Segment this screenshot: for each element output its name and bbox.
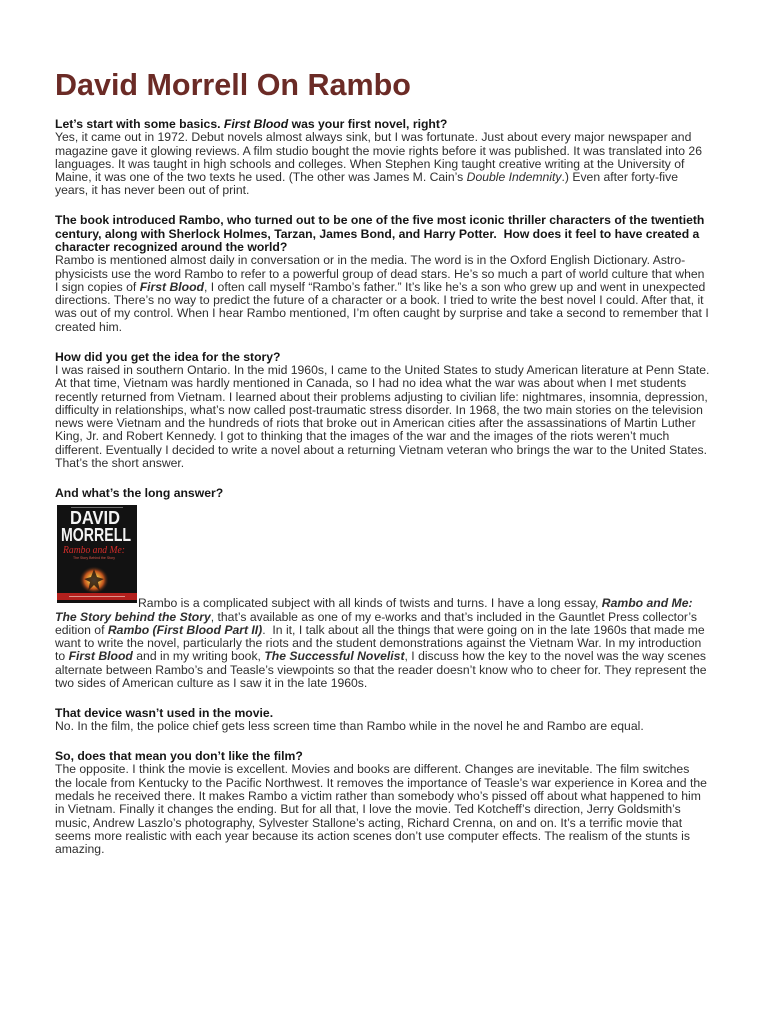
answer-text: magazine gave it glowing reviews. A film studio bought the movie rights before it was published. It was translated into 26 bbox=[55, 143, 702, 158]
answer-line bbox=[55, 817, 755, 830]
answer-text: At that time, Vietnam was hardly mentioned in Canada, so I had no idea what the war was about when I met students bbox=[55, 376, 687, 391]
answer-line bbox=[55, 294, 755, 307]
emphasized-title: Rambo and Me: bbox=[601, 596, 693, 611]
answer-text: , I discuss how the key to the novel was the way scenes bbox=[404, 649, 706, 664]
emphasized-title: Double Indemnity bbox=[466, 170, 562, 185]
question-text: That device wasn’t used in the movie. bbox=[55, 705, 274, 720]
answer-line bbox=[55, 254, 755, 267]
answer-text: , that’s available as one of my e-works and that’s included in the Gauntlet Press collector’s bbox=[210, 609, 697, 624]
answer-text: medals he received there. It makes Rambo a victim rather than somebody who’s pissed off about what happened to him bbox=[55, 788, 701, 803]
answer-line bbox=[55, 281, 755, 294]
answer-text: the locale from Kentucky to the Pacific Northwest. It removes the importance of Teasle’s war experience in Korea and the bbox=[55, 775, 707, 790]
answer-text: seems more realistic with each year because its action scenes don’t use computer effects. The realism of the stunts is bbox=[55, 828, 690, 843]
answer-text: and in my writing book, bbox=[132, 649, 265, 664]
answer-line bbox=[55, 720, 755, 733]
question-line bbox=[55, 487, 755, 500]
answer-line bbox=[55, 268, 755, 281]
question-text: And what’s the long answer? bbox=[55, 485, 224, 500]
answer-line bbox=[55, 417, 755, 430]
answer-line bbox=[55, 444, 755, 457]
question-text: How did you get the idea for the story? bbox=[55, 349, 281, 364]
qa-block bbox=[55, 707, 755, 734]
answer-text: I sign copies of bbox=[55, 279, 140, 294]
answer-text: in Vietnam. Finally it changes the ending. But for all that, I love the movie. Ted Kotcheff’s direction, Jerry Goldsmith’s bbox=[55, 802, 681, 817]
emphasized-title: First Blood bbox=[68, 649, 133, 664]
answer-text: Yes, it came out in 1972. Debut novels almost always sink, but I was fortunate. Just about every major newspaper and bbox=[55, 130, 692, 145]
answer-text: King, Jr. and Robert Kennedy. I got to thinking that the images of the war and the images of the riots weren’t much bbox=[55, 429, 670, 444]
answer-line bbox=[55, 307, 755, 320]
answer-line bbox=[55, 377, 755, 390]
answer-line bbox=[55, 364, 755, 377]
answer-text: That’s the short answer. bbox=[55, 456, 185, 471]
answer-text: alternate between Rambo’s and Teasle’s viewpoints so that the reader doesn’t know who to cheer for. They represent the bbox=[55, 662, 707, 677]
question-line bbox=[55, 214, 755, 227]
answer-line bbox=[55, 145, 755, 158]
qa-block bbox=[55, 351, 755, 471]
answer-line bbox=[55, 457, 755, 470]
emphasized-title: First Blood bbox=[139, 279, 205, 294]
emphasized-title: First Blood bbox=[223, 117, 289, 131]
answer-text: .) Even after forty-five bbox=[561, 170, 678, 185]
qa-block bbox=[55, 750, 755, 856]
answer-text: Rambo is mentioned almost daily in conversation or in the media. The word is in the Oxford English Dictionary. Astro- bbox=[55, 253, 686, 268]
page-title: David Morrell On Rambo bbox=[55, 68, 411, 102]
answer-text: different. Eventually I decided to write a novel about a returning Vietnam veteran who brings the war to the United States. bbox=[55, 442, 707, 457]
answer-text: recently returned from Vietnam. I learned about their problems adjusting to civilian life: nightmares, insomnia, depression, bbox=[55, 389, 708, 404]
answer-text: I was raised in southern Ontario. In the mid 1960s, I came to the United States to study American literature at Penn State. bbox=[55, 362, 710, 377]
emphasized-title: Rambo (First Blood Part II) bbox=[107, 622, 263, 637]
answer-line bbox=[55, 131, 755, 144]
answer-line bbox=[55, 624, 755, 637]
answer-text: languages. It was taught in high schools and colleges. When Stephen King taught creative writing at the University of bbox=[55, 156, 685, 171]
answer-text: . In it, I talk about all the things that were going on in the late 1960s that made me bbox=[262, 622, 705, 637]
answer-line bbox=[55, 763, 755, 776]
interview-body bbox=[55, 118, 755, 873]
answer-text: , I often call myself “Rambo’s father.” It’s like he’s a son who grew up and went in unexpected bbox=[204, 279, 706, 294]
answer-line bbox=[55, 843, 755, 856]
answer-text: two sides of American culture as I saw it in the late 1960s. bbox=[55, 675, 368, 690]
cover-author-last-name: MORRELL bbox=[61, 525, 131, 546]
answer-text: Maine, it was one of the two texts he used. (The other was James M. Cain’s bbox=[55, 170, 467, 185]
answer-line bbox=[55, 677, 755, 690]
answer-line bbox=[55, 611, 755, 624]
answer-line bbox=[55, 650, 755, 663]
answer-text: music, Andrew Laszlo’s photography, Sylvester Stallone’s acting, Richard Crenna, on and on. It’s a terrific movie that bbox=[55, 815, 683, 830]
answer-line bbox=[55, 803, 755, 816]
answer-line bbox=[55, 664, 755, 677]
answer-line bbox=[55, 391, 755, 404]
answer-line bbox=[55, 637, 755, 650]
question-text: century, along with Sherlock Holmes, Tarzan, James Bond, and Harry Potter. How does it feel to have created a bbox=[55, 226, 700, 241]
answer-text: was out of my control. When I hear Rambo mentioned, I’m often caught by surprise and take a second to remember that I bbox=[55, 306, 709, 321]
answer-text: amazing. bbox=[55, 842, 105, 857]
answer-text: years, it has never been out of print. bbox=[55, 183, 250, 198]
answer-text: No. In the film, the police chief gets less screen time than Rambo while in the novel he and Rambo are equal. bbox=[55, 719, 644, 734]
answer-line bbox=[55, 171, 755, 184]
qa-block bbox=[55, 118, 755, 198]
question-line bbox=[55, 118, 755, 131]
question-text: The book introduced Rambo, who turned out to be one of the five most iconic thriller characters of the twentieth bbox=[55, 213, 705, 228]
answer-line bbox=[55, 830, 755, 843]
answer-line bbox=[55, 404, 755, 417]
answer-line bbox=[55, 158, 755, 171]
question-line bbox=[55, 351, 755, 364]
answer-text: to bbox=[55, 649, 69, 664]
answer-text: directions. There’s no way to predict the future of a character or a book. I tried to write the best novel I could. After that, it bbox=[55, 293, 704, 308]
answer-text: The opposite. I think the movie is excellent. Movies and books are different. Changes are inevitable. The film switches bbox=[55, 762, 690, 777]
answer-line bbox=[55, 321, 755, 334]
question-line bbox=[55, 707, 755, 720]
answer-text: edition of bbox=[55, 622, 108, 637]
cover-subtitle: The Story Behind the Story bbox=[73, 556, 116, 561]
answer-text: Rambo is a complicated subject with all kinds of twists and turns. I have a long essay, bbox=[138, 596, 602, 611]
answer-text: created him. bbox=[55, 319, 123, 334]
emphasized-title: The Successful Novelist bbox=[264, 649, 405, 664]
question-text: Let’s start with some basics. bbox=[55, 117, 224, 131]
cover-author-first-name: DAVID bbox=[70, 508, 120, 529]
cover-emblem bbox=[79, 566, 109, 594]
qa-block bbox=[55, 214, 755, 334]
question-line bbox=[55, 241, 755, 254]
answer-line bbox=[55, 790, 755, 803]
answer-text: difficulty in relationships, what’s now called post-traumatic stress disorder. In 1968, the two main stories on the television bbox=[55, 402, 703, 417]
answer-line bbox=[55, 777, 755, 790]
question-text: So, does that mean you don’t like the film? bbox=[55, 749, 303, 764]
answer-line bbox=[55, 184, 755, 197]
question-line bbox=[55, 750, 755, 763]
answer-text: news were Vietnam and the hundreds of riots that broke out in American cities after the assassinations of Martin Luther bbox=[55, 416, 696, 431]
answer-text: physicists use the word Rambo to refer to a powerful group of dead stars. He’s so much a part of world culture that when bbox=[55, 266, 705, 281]
cover-band-text-line bbox=[69, 596, 125, 597]
answer-text: want to write the novel, particularly the riots and the student demonstrations against the Vietnam War. In my introduction bbox=[55, 636, 702, 651]
question-text: was your first novel, right? bbox=[288, 117, 448, 131]
question-line bbox=[55, 228, 755, 241]
emphasized-title: The Story behind the Story bbox=[55, 609, 211, 624]
answer-line bbox=[55, 430, 755, 443]
answer-line bbox=[55, 500, 755, 610]
question-text: character recognized around the world? bbox=[55, 239, 288, 254]
book-cover-image bbox=[57, 505, 137, 603]
qa-block bbox=[55, 487, 755, 690]
cover-title: Rambo and Me: bbox=[62, 545, 125, 557]
